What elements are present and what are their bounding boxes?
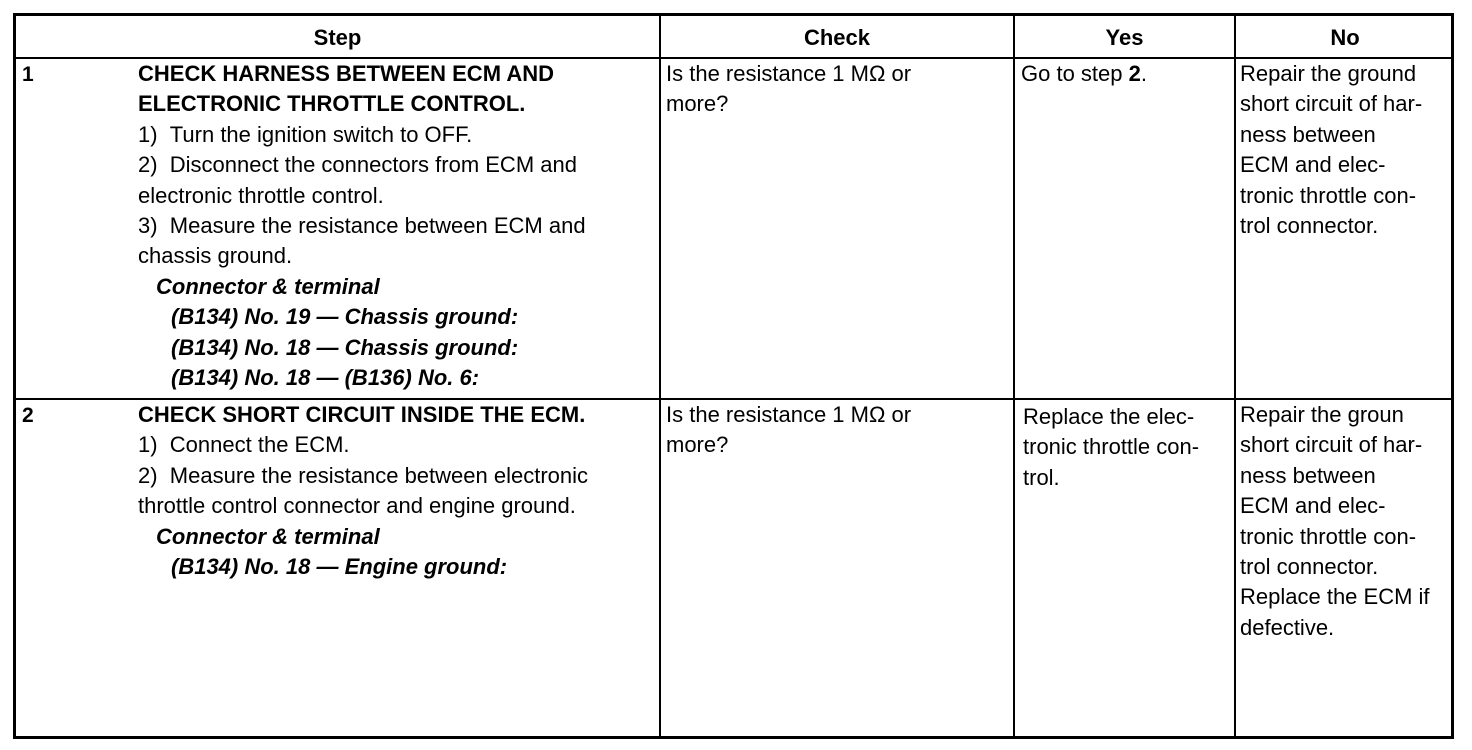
yes-line: tronic throttle con-	[1023, 434, 1200, 460]
check-question	[666, 59, 911, 120]
instruction-line: 2) Disconnect the connectors from ECM and	[138, 152, 577, 178]
no-line: tronic throttle con-	[1240, 523, 1417, 549]
check-line: more?	[666, 432, 729, 458]
connector-item: (B134) No. 18 — Chassis ground:	[171, 334, 519, 360]
no-line: ness between	[1240, 462, 1376, 488]
instruction-line: chassis ground.	[138, 243, 293, 269]
no-column-divider	[1234, 16, 1236, 736]
no-line: trol connector.	[1240, 213, 1379, 239]
check-question	[666, 400, 911, 461]
yes-text-end: .	[1140, 61, 1147, 86]
instruction-line: 3) Measure the resistance between ECM and	[138, 213, 586, 239]
connector-item: (B134) No. 18 — Engine ground:	[171, 554, 508, 580]
connector-heading: Connector & terminal	[156, 273, 380, 299]
step-description	[138, 59, 586, 393]
check-column-divider	[659, 16, 661, 736]
header-yes: Yes	[1105, 24, 1144, 50]
header-step: Step	[313, 24, 362, 50]
no-line: tronic throttle con-	[1240, 182, 1417, 208]
yes-line: trol.	[1023, 464, 1060, 490]
step-title: CHECK HARNESS BETWEEN ECM AND	[138, 61, 554, 86]
header-check: Check	[803, 24, 871, 50]
no-line: ness between	[1240, 121, 1376, 147]
no-line: ECM and elec-	[1240, 493, 1386, 519]
step-title: CHECK SHORT CIRCUIT INSIDE THE ECM.	[138, 402, 586, 427]
check-line: Is the resistance 1 MΩ or	[666, 402, 912, 427]
step-title: ELECTRONIC THROTTLE CONTROL.	[138, 91, 526, 117]
no-line: Repair the ground	[1240, 61, 1417, 86]
no-line: short circuit of har-	[1240, 91, 1423, 117]
no-line: defective.	[1240, 614, 1335, 640]
header-no: No	[1330, 24, 1360, 50]
yes-action	[1023, 402, 1199, 493]
instruction-line: 2) Measure the resistance between electronic	[138, 462, 589, 488]
troubleshooting-table	[13, 13, 1454, 739]
instruction-line: 1) Turn the ignition switch to OFF.	[138, 121, 473, 147]
no-line: ECM and elec-	[1240, 152, 1386, 178]
connector-item: (B134) No. 19 — Chassis ground:	[171, 304, 519, 330]
no-line: short circuit of har-	[1240, 432, 1423, 458]
instruction-line: electronic throttle control.	[138, 182, 384, 208]
yes-line: Replace the elec-	[1023, 404, 1195, 429]
connector-item: (B134) No. 18 — (B136) No. 6:	[171, 365, 480, 391]
yes-column-divider	[1013, 16, 1015, 736]
check-line: more?	[666, 91, 729, 117]
step-description	[138, 400, 588, 582]
no-action	[1240, 59, 1422, 241]
yes-action	[1021, 59, 1147, 89]
yes-text: Go to step	[1021, 61, 1129, 86]
step-number: 2	[22, 404, 34, 427]
step-number: 1	[22, 63, 34, 86]
instruction-line: 1) Connect the ECM.	[138, 432, 350, 458]
no-line: Repair the groun	[1240, 402, 1404, 427]
connector-heading: Connector & terminal	[156, 523, 380, 549]
instruction-line: throttle control connector and engine ground.	[138, 493, 576, 519]
step-reference: 2	[1128, 61, 1141, 86]
no-line: Replace the ECM if	[1240, 584, 1430, 610]
check-line: Is the resistance 1 MΩ or	[666, 61, 912, 86]
no-line: trol connector.	[1240, 554, 1379, 580]
no-action	[1240, 400, 1430, 643]
